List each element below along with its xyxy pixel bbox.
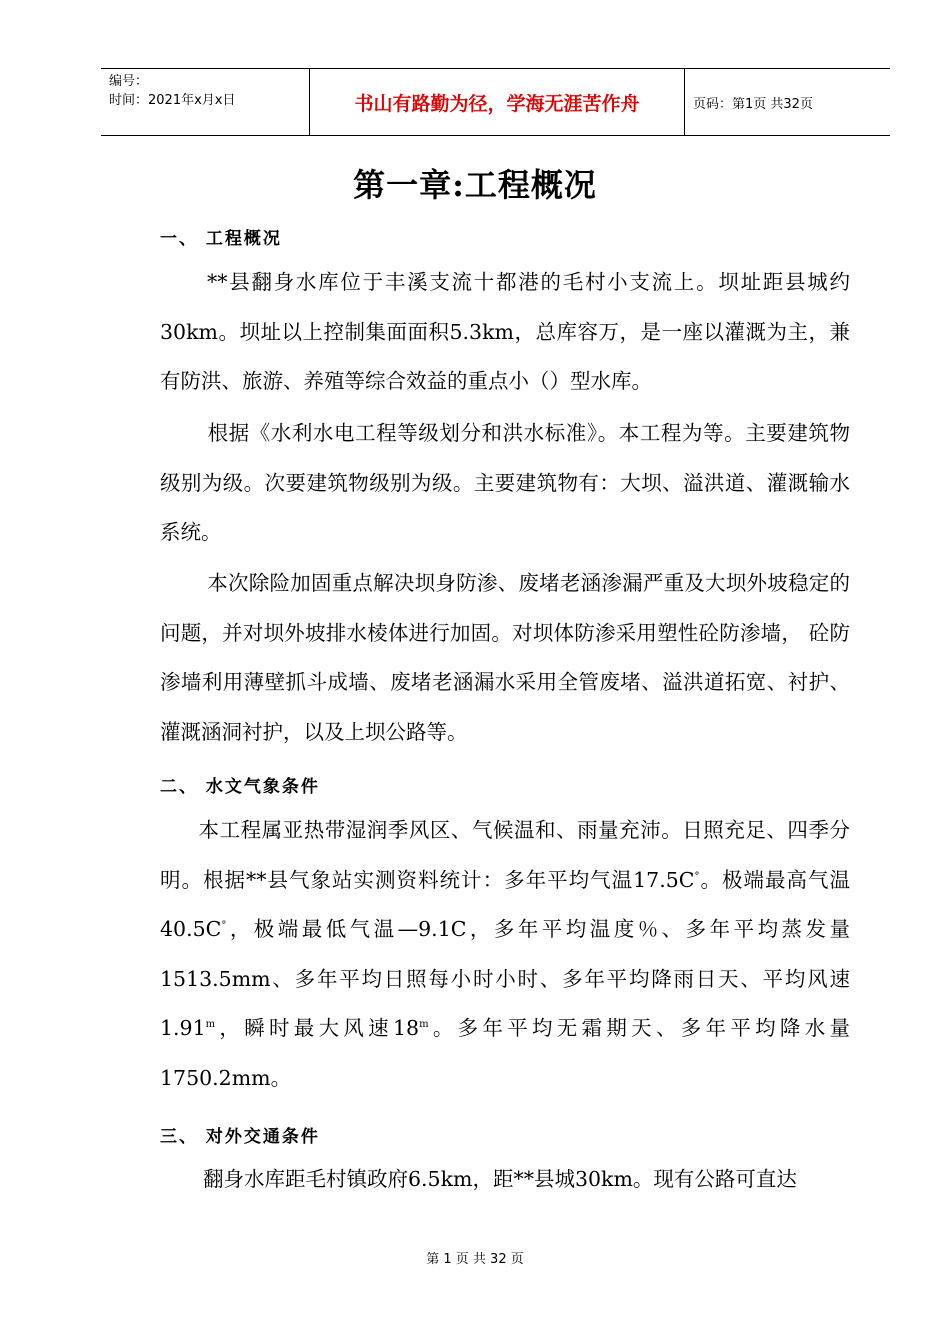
header-table (101, 68, 890, 136)
section-1-paragraph-1: **县翻身水库位于丰溪支流十都港的毛村小支流上。坝址距县城约30km。坝址以上控制集面面积5.3km，总库容万，是一座以灌溉为主，兼有防洪、旅游、养殖等综合效益的重点小（）型水库。 (160, 270, 850, 393)
section-heading-1: 一、 工程概况 (160, 229, 282, 249)
section-1-paragraph-2: 根据《水利水电工程等级划分和洪水标准》。本工程为等。主要建筑物级别为级。次要建筑物级别为级。主要建筑物有：大坝、溢洪道、灌溉输水系统。 (160, 421, 850, 544)
section-1-paragraph-3: 本次除险加固重点解决坝身防渗、废堵老涵渗漏严重及大坝外坡稳定的问题，并对坝外坡排水棱体进行加固。对坝体防渗采用塑性砼防渗墙， 砼防渗墙利用薄壁抓斗成墙、废堵老涵漏水采用全管废堵、溢洪道拓宽、衬护、灌溉涵洞衬护，以及上坝公路等。 (160, 571, 850, 744)
chapter-title: 第一章:工程概况 (353, 166, 597, 204)
header-meta-cell (101, 69, 310, 136)
motto: 书山有路勤为径，学海无涯苦作舟 (310, 69, 685, 136)
time-label: 时间：2021年x月x日 (109, 93, 236, 108)
section-heading-2: 二、 水文气象条件 (160, 777, 320, 797)
section-2-paragraph-1: 本工程属亚热带湿润季风区、气候温和、雨量充沛。日照充足、四季分明。根据**县气象站实测资料统计：多年平均气温17.5C°。极端最高气温40.5C°，极端最低气温—9.1C，多年平均温度％、多年平均蒸发量1513.5mm、多年平均日照每小时小时、多年平均降雨日天、平均风速1.91$^m$，瞬时最大风速18$^m$。多年平均无霜期天、多年平均降水量1750.2mm。 (160, 818, 850, 1090)
page-label: 页码：第1页 共32页 (685, 69, 891, 136)
number-label: 编号： (109, 74, 149, 89)
section-heading-3: 三、 对外交通条件 (160, 1127, 320, 1147)
section-3-paragraph-1: 翻身水库距毛村镇政府6.5km，距**县城30km。现有公路可直达 (203, 1167, 797, 1191)
page-footer: 第 1 页 共 32 页 (426, 1252, 524, 1267)
